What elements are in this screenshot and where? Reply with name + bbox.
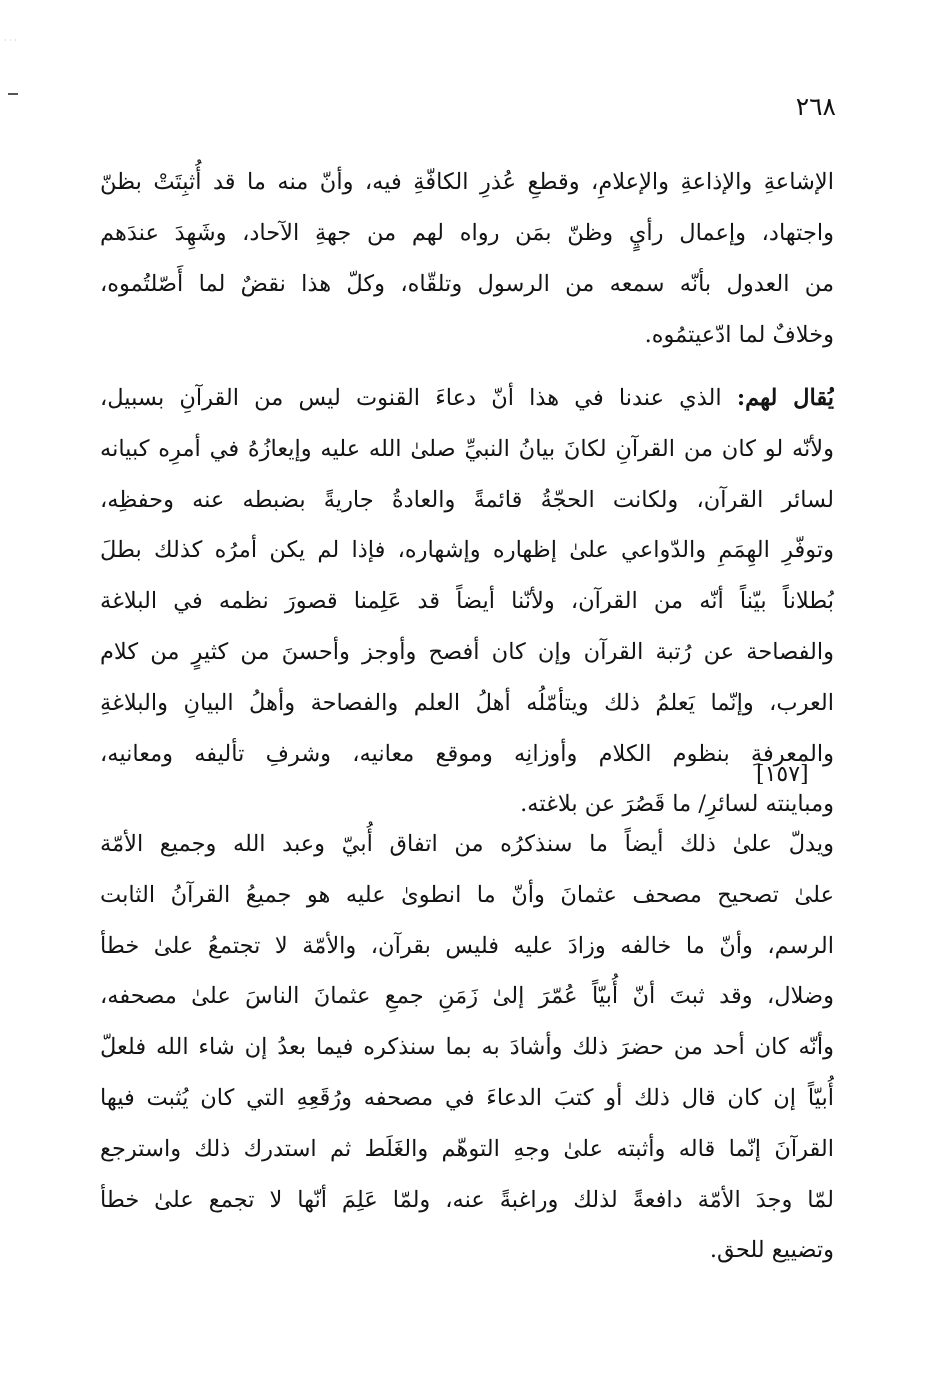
text-line: واجتهاد، وإعمال رأيٍ وظنّ بمَن رواه لهم من جهةِ الآحاد، وشَهِدَ عندَهم <box>100 220 834 246</box>
page-number: ٢٦٨ <box>795 92 836 121</box>
text-line: الرسم، وأنّ ما خالفه وزادَ عليه فليس بقرآن، والأمّة لا تجتمعُ علىٰ خطأ <box>100 932 834 959</box>
text-line-rest: الذي عندنا في هذا أنّ دعاءَ القنوت ليس من القرآنِ بسبيل، <box>100 385 722 411</box>
text-line: علىٰ تصحيح مصحف عثمانَ وأنّ ما انطوىٰ عليه هو جميعُ القرآنُ الثابت <box>100 881 834 908</box>
paragraph-1 <box>100 157 834 361</box>
text-line: من العدول بأنّه سمعه من الرسول وتلقّاه، وكلّ هذا نقضٌ لما أَصّلتُموه، <box>100 271 834 297</box>
text-line: ولأنّه لو كان من القرآنِ لكانَ بيانُ النبيِّ صلىٰ الله عليه وإيعازُهُ في أمرِه كبيانه <box>100 435 834 462</box>
paragraph-lead: يُقال لهم: <box>736 385 834 411</box>
text-line: ومباينته لسائرِ/ ما قَصُرَ عن بلاغته. <box>520 791 834 818</box>
text-line: والفصاحة عن رُتبة القرآن وإن كان أفصح وأوجز وأحسنَ من كثيرٍ من كلام <box>100 638 834 665</box>
text-line: وخلافٌ لما ادّعيتمُوه. <box>644 322 834 348</box>
text-line: وضلال، وقد ثبتَ أنّ أُبيّاً عُمّرَ إلىٰ زَمَنِ جمعِ عثمانَ الناسَ علىٰ مصحفه، <box>100 983 834 1010</box>
text-line: والمعرفةِ بنظوم الكلام وأوزانِه وموقع معانيه، وشرفِ تأليفه ومعانيه، <box>100 740 834 767</box>
text-line: وتوفّرِ الهِمَمِ والدّواعي علىٰ إظهاره وإشهاره، فإذا لم يكن أمرُه كذلك بطلَ <box>100 537 834 564</box>
text-line: ويدلّ علىٰ ذلك أيضاً ما سنذكرُه من اتفاق أُبيّ وعبد الله وجميع الأمّة <box>100 831 834 857</box>
text-line: لمّا وجدَ الأمّة دافعةً لذلك وراغبةً عنه، ولمّا عَلِمَ أنّها لا تجمع علىٰ خطأ <box>100 1186 834 1213</box>
text-line <box>100 373 834 424</box>
scan-specks: · · · <box>4 36 17 45</box>
text-line: لسائر القرآن، ولكانت الحجّةُ قائمةً والعادةُ جاريةً بضبطه عنه وحفظِه، <box>100 486 834 513</box>
text-line: بُطلاناً بيّناً أنّه من القرآن، ولأنّنا أيضاً قد عَلِمنا قصورَ نظمه في البلاغة <box>100 588 834 615</box>
text-line: الإشاعةِ والإذاعةِ والإعلامِ، وقطعِ عُذرِ الكافّةِ فيه، وأنّ منه ما قد أُثبِتَتْ بظنّ <box>100 169 834 195</box>
paragraph-3 <box>100 819 834 1276</box>
text-line: وأنّه كان أحد من حضرَ ذلك وأشادَ به بما سنذكره فيما بعدُ إن شاء الله فلعلّ <box>100 1034 834 1061</box>
text-line: وتضييع للحق. <box>709 1237 834 1264</box>
text-line: القرآنَ إنّما قاله وأثبته علىٰ وجهِ التوهّم والغَلَط ثم استدرك ذلك واسترجع <box>100 1135 834 1162</box>
margin-reference: [١٥٧] <box>756 762 809 787</box>
text-line: أُبيّاً إن كان قال ذلك أو كتبَ الدعاءَ في مصحفه ورُقَعِهِ التي كان يُثبت فيها <box>100 1084 834 1111</box>
text-line: العرب، وإنّما يَعلمُ ذلك ويتأمّلُه أهلُ العلم والفصاحة وأهلُ البيانِ والبلاغةِ <box>100 689 834 716</box>
margin-mark <box>8 93 18 95</box>
paragraph-2 <box>100 373 834 830</box>
